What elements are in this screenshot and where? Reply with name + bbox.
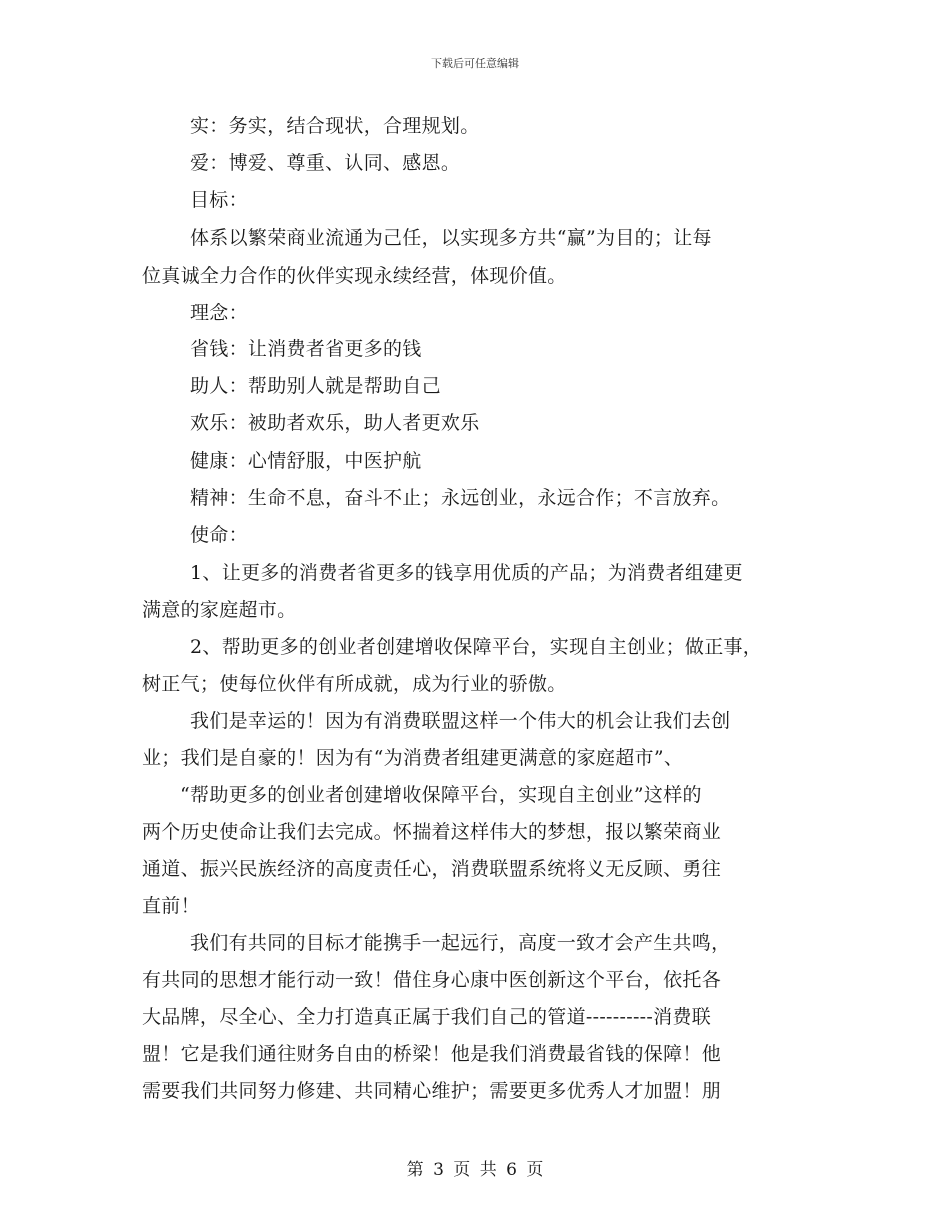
text-line: 我们是幸运的！因为有消费联盟这样一个伟大的机会让我们去创 — [190, 710, 731, 732]
text-line: 健康：心情舒服，中医护航 — [190, 450, 422, 472]
text-line: 需要我们共同努力修建、共同精心维护；需要更多优秀人才加盟！朋 — [142, 1080, 722, 1102]
text-line: 业；我们是自豪的！因为有“为消费者组建更满意的家庭超市”、 — [142, 747, 684, 769]
text-line: 通道、振兴民族经济的高度责任心，消费联盟系统将义无反顾、勇往 — [142, 858, 722, 880]
text-line: 欢乐：被助者欢乐，助人者更欢乐 — [190, 412, 480, 434]
text-line: 目标： — [190, 189, 248, 211]
text-line: 省钱：让消费者省更多的钱 — [190, 338, 422, 360]
text-line: 精神：生命不息，奋斗不止；永远创业，永远合作；不言放弃。 — [190, 487, 731, 509]
text-line: 助人：帮助别人就是帮助自己 — [190, 375, 441, 397]
text-line: 两个历史使命让我们去完成。怀揣着这样伟大的梦想，报以繁荣商业 — [142, 821, 722, 843]
text-line: 爱：博爱、尊重、认同、感恩。 — [190, 152, 461, 174]
text-line: 理念： — [190, 302, 248, 324]
text-line: 位真诚全力合作的伙伴实现永续经营，体现价值。 — [142, 265, 567, 287]
text-line: 1、让更多的消费者省更多的钱享用优质的产品；为消费者组建更 — [190, 562, 743, 584]
text-line: 2、帮助更多的创业者创建增收保障平台，实现自主创业；做正事， — [190, 636, 763, 658]
text-line: 使命： — [190, 524, 248, 546]
text-line: 大品牌，尽全心、全力打造真正属于我们自己的管道----------消费联 — [142, 1006, 712, 1028]
text-line: 盟！它是我们通往财务自由的桥梁！他是我们消费最省钱的保障！他 — [142, 1043, 722, 1065]
page-number: 第 3 页 共 6 页 — [406, 1160, 544, 1180]
text-line: 我们有共同的目标才能携手一起远行，高度一致才会产生共鸣， — [190, 932, 731, 954]
text-line: 满意的家庭超市。 — [142, 599, 297, 621]
text-line: 体系以繁荣商业流通为己任，以实现多方共“赢”为目的；让每 — [190, 227, 712, 249]
text-line: 树正气；使每位伙伴有所成就，成为行业的骄傲。 — [142, 673, 567, 695]
text-line: “帮助更多的创业者创建增收保障平台，实现自主创业”这样的 — [180, 784, 702, 806]
text-line: 直前！ — [142, 895, 200, 917]
page-header: 下载后可任意编辑 — [431, 57, 519, 70]
text-line: 实：务实，结合现状，合理规划。 — [190, 115, 480, 137]
text-line: 有共同的思想才能行动一致！借住身心康中医创新这个平台，依托各 — [142, 969, 722, 991]
